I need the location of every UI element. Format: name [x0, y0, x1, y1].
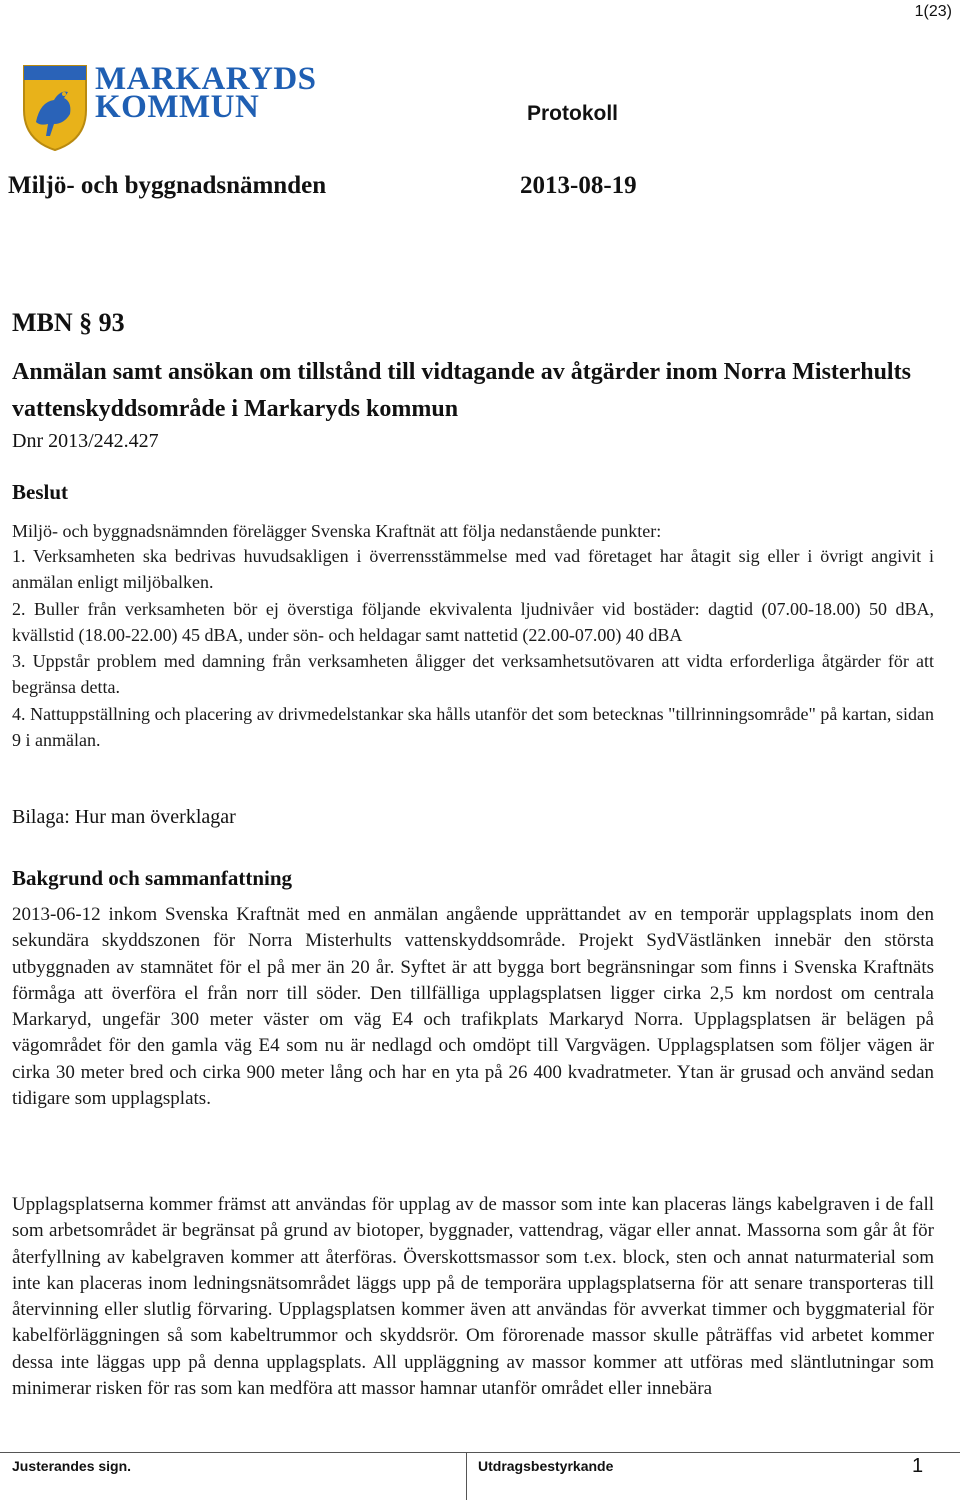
justification-label: Justerandes sign. — [12, 1458, 132, 1474]
municipality-logo — [20, 62, 320, 154]
footer-column-divider — [466, 1452, 467, 1500]
attachment-note: Bilaga: Hur man överklagar — [12, 806, 236, 828]
decision-heading: Beslut — [12, 480, 69, 504]
footer-page-number: 1 — [912, 1455, 924, 1477]
case-title: Anmälan samt ansökan om tillstånd till vidtagande av åtgärder inom Norra Misterhults vattenskyddsområde i Markaryds kommun — [12, 359, 911, 422]
background-heading: Bakgrund och sammanfattning — [12, 866, 293, 890]
background-paragraph-2: Upplagsplatserna kommer främst att användas för upplag av de massor som inte kan placeras längs kabelgraven i de fall som arbetsområdet är begränsat på grund av biotoper, byggnader, vattendrag, vägar eller annat. Massorna som går åt för återfyllning av kabelgraven kommer att återföras. Överskottsmassor som t.ex. block, sten och annat naturmaterial som inte kan placeras inom ledningsnätsområdet läggs upp på de temporära upplagsplatserna för att senare transporteras till återvinning eller slutlig förvaring. Upplagsplatsen kommer även att användas för avverkat timmer och byggmaterial för kabelförläggningen så som kabeltrummor och skyddsrör. Om förorenade massor skulle påträffas vid arbetet kommer dessa inte läggas upp på denna upplagsplats. All uppläggning av massor kommer att utföras med släntlutningar som minimerar risken för ras som kan medföra att massor hamnar utanför området eller innebära — [12, 1194, 934, 1400]
coat-of-arms-icon — [20, 62, 90, 152]
decision-item: 3. Uppstår problem med damning från verksamheten åligger det verksamhetsutövaren att vidta erforderliga åtgärder för att begränsa detta. — [12, 651, 934, 698]
certification-label: Utdragsbestyrkande — [478, 1458, 614, 1474]
background-paragraph-1: 2013-06-12 inkom Svenska Kraftnät med en anmälan angående upprättandet av en temporär upplagsplats inom den sekundära skyddszonen för Norra Misterhults vattenskyddsområde. Projekt SydVästlänken innebär den största utbyggnaden av stamnätet för el på mer än 20 år. Syftet är att bygga bort begränsningar som finns i Svenska Kraftnäts förmåga att överföra el från norr till söder. Den tillfälliga upplagsplatsen ligger cirka 2,5 km nordost om centrala Markaryd, ungefär 300 meter väster om väg E4 och trafikplats Markaryd Norra. Upplagsplatsen är belägen på vägområdet för den gamla väg E4 som nu är nedlagd och omdöpt till Vargvägen. Upplagsplatsen som följer vägen är cirka 30 meter bred och cirka 900 meter lång och har en yta på 26 400 kvadratmeter. Ytan är grusad och använd sedan tidigare som upplagsplats. — [12, 904, 934, 1110]
decision-items — [12, 543, 934, 753]
decision-item: 2. Buller från verksamheten bör ej överstiga följande ekvivalenta ljudnivåer vid bostäder: dagtid (07.00-18.00) 50 dBA, kvällstid (18.00-22.00) 45 dBA, under sön- och heldagar samt nattetid (22.00-07.00) 40 dBA — [12, 598, 934, 645]
committee-name: Miljö- och byggnadsnämnden — [8, 172, 327, 199]
meeting-date: 2013-08-19 — [520, 172, 637, 199]
decision-item: 4. Nattuppställning och placering av drivmedelstankar ska hålls utanför det som betecknas "tillrinningsområde" på kartan, sidan 9 i anmälan. — [12, 703, 934, 751]
paragraph-number: MBN § 93 — [12, 308, 125, 337]
decision-intro: Miljö- och byggnadsnämnden förelägger Svenska Kraftnät att följa nedanstående punkter: — [12, 521, 662, 541]
decision-item: 1. Verksamheten ska bedrivas huvudsakligen i överrensstämmelse med vad företaget har åtagit sig eller i övrigt angivit i anmälan enligt miljöbalken. — [12, 546, 934, 593]
footer-divider-line — [0, 1452, 960, 1453]
logo-line-2: KOMMUN — [95, 89, 260, 125]
document-type: Protokoll — [527, 102, 619, 125]
logo-line-1: MARKARYDS — [95, 61, 317, 97]
case-reference: Dnr 2013/242.427 — [12, 430, 159, 452]
page-number: 1(23) — [914, 3, 952, 20]
